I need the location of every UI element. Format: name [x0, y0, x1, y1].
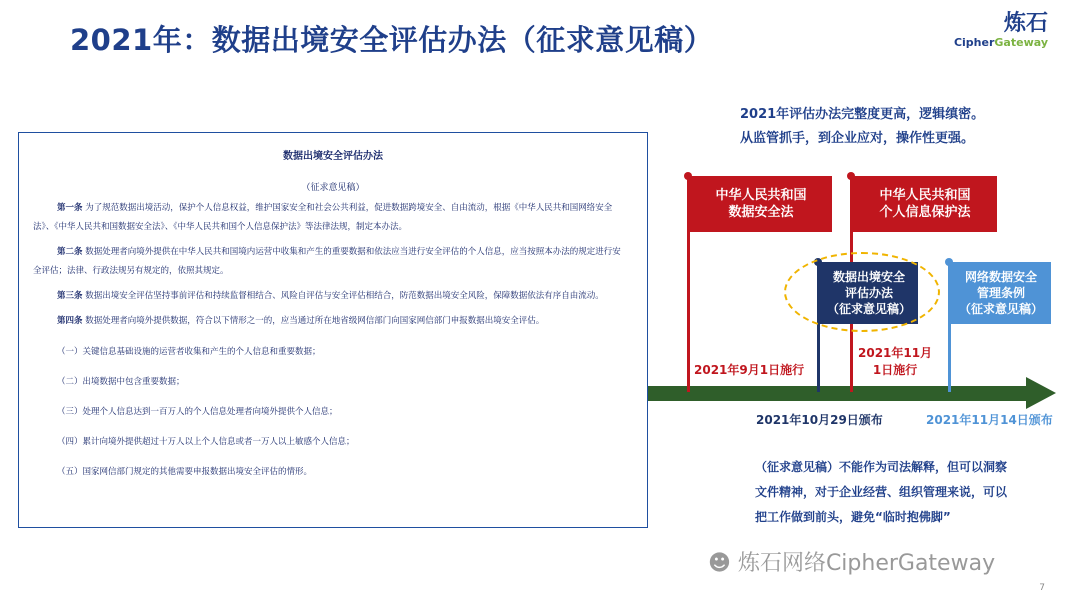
article-item: （四）累计向境外提供超过十万人以上个人信息或者一万人以上敏感个人信息； [57, 437, 355, 447]
article-item: （一）关键信息基础设施的运营者收集和产生的个人信息和重要数据； [57, 347, 321, 357]
flag-data-security-law: 中华人民共和国 数据安全法 [690, 176, 832, 232]
flag-assessment-measures: 数据出境安全 评估办法 （征求意见稿） [820, 262, 918, 324]
timeline-note-top: 2021年评估办法完整度更高，逻辑缜密。 从监管抓手，到企业应对，操作性更强。 [740, 107, 985, 146]
document-title: 数据出境安全评估办法 [283, 151, 383, 162]
timeline-note-bottom: （征求意见稿）不能作为司法解释，但可以洞察文件精神，对于企业经营、组织管理来说，可以把工作做到前头，避免“临时抱佛脚” [755, 460, 1008, 524]
date-measures-released: 2021年10月29日颁布 [756, 413, 883, 427]
article-3: 第三条 数据出境安全评估坚持事前评估和持续监督相结合、风险自评估与安全评估相结合，防范数据出境安全风险，保障数据依法有序自由流动。 [57, 291, 604, 301]
flag-network-data-regulation: 网络数据安全 管理条例 （征求意见稿） [951, 262, 1051, 324]
logo-chinese: 炼石 [1003, 11, 1048, 36]
article-item: （三）处理个人信息达到一百万人的个人信息处理者向境外提供个人信息； [57, 407, 338, 417]
wechat-watermark: ☻ 炼石网络CipherGateway [708, 551, 996, 576]
article-1: 第一条 为了规范数据出境活动，保护个人信息权益，维护国家安全和社会公共利益，促进数据跨境安全、自由流动，根据《中华人民共和国网络安全法》、《中华人民共和国数据安全法》、《中华人民共和国个人信息保护法》等法律法规，制定本办法。 [33, 203, 613, 232]
article-2: 第二条 数据处理者向境外提供在中华人民共和国境内运营中收集和产生的重要数据和依法应当进行安全评估的个人信息，应当按照本办法的规定进行安全评估；法律、行政法规另有规定的，依照其规定。 [33, 247, 621, 276]
document-subtitle: （征求意见稿） [301, 183, 365, 193]
date-regulation-released: 2021年11月14日颁布 [926, 413, 1053, 427]
brand-logo [954, 12, 1048, 49]
slide-title: 2021年：数据出境安全评估办法（征求意见稿） [70, 23, 714, 57]
wechat-icon: ☻ [708, 551, 731, 576]
date-dsl-effective: 2021年9月1日施行 [694, 363, 805, 377]
article-4: 第四条 数据处理者向境外提供数据，符合以下情形之一的，应当通过所在地省级网信部门向国家网信部门申报数据出境安全评估。 [57, 316, 545, 326]
logo-english: CipherGateway [953, 36, 1048, 49]
document-excerpt [18, 132, 648, 528]
date-pipl-effective: 2021年11月 1日施行 [858, 346, 933, 377]
flag-pipl: 中华人民共和国 个人信息保护法 [853, 176, 997, 232]
article-item: （二）出境数据中包含重要数据； [57, 377, 185, 387]
timeline-arrow-shaft [648, 386, 1030, 401]
article-item: （五）国家网信部门规定的其他需要申报数据出境安全评估的情形。 [57, 467, 313, 477]
highlight-ellipse [784, 252, 940, 332]
timeline-arrow-head [1026, 377, 1056, 409]
page-number: 7 [1039, 583, 1045, 593]
